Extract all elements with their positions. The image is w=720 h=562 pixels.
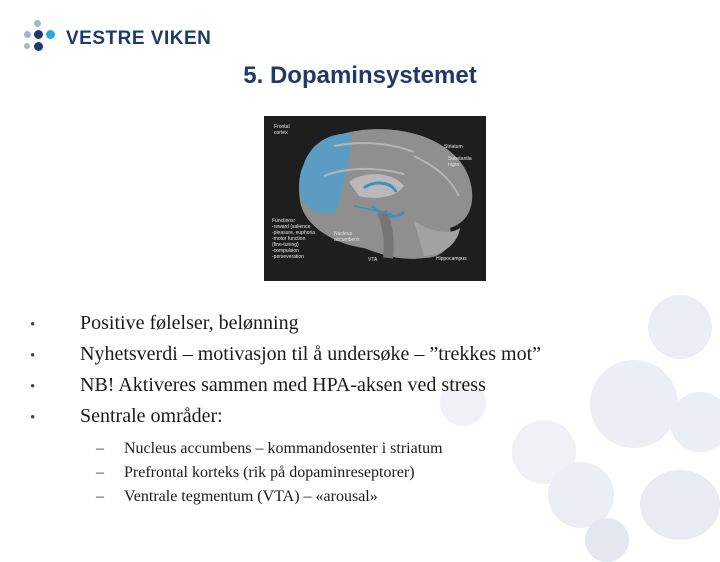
label-functions: Functions: -reward (salience -pleasure, euphoria -motor function (fine-tuning) -compulsion -perseveration: [272, 218, 316, 260]
bullet-text: Sentrale områder:: [80, 405, 223, 427]
label-nucleus-accumbens: Nucleus accumbens: [334, 231, 360, 243]
logo: [20, 20, 211, 58]
bullet-icon: •: [30, 317, 36, 333]
dash-icon: –: [96, 488, 104, 505]
bullet-icon: •: [30, 410, 36, 426]
bullet-icon: •: [30, 379, 36, 395]
dash-icon: –: [96, 464, 104, 481]
bullet-icon: •: [30, 348, 36, 364]
label-frontal-cortex: Frontal cortex: [274, 124, 290, 136]
label-vta: VTA: [368, 257, 378, 263]
bullet-text: NB! Aktiveres sammen med HPA-aksen ved stress: [80, 374, 486, 396]
sub-bullet-list: [96, 437, 708, 509]
bullet-text: Nyhetsverdi – motivasjon til å undersøke – ”trekkes mot”: [80, 343, 542, 365]
logo-text: VESTRE VIKEN: [66, 28, 212, 49]
sub-bullet-text: Ventrale tegmentum (VTA) – «arousal»: [124, 488, 378, 505]
brain-diagram: [264, 116, 486, 281]
label-substantia-nigra: Substantia nigra: [448, 156, 472, 168]
list-item: [28, 402, 708, 433]
sub-list-item: [96, 437, 708, 461]
bullet-text: Positive følelser, belønning: [80, 312, 299, 334]
label-striatum: Striatum: [444, 144, 463, 150]
list-item: [28, 309, 708, 340]
sub-list-item: [96, 461, 708, 485]
label-hippocampus: Hippocampus: [436, 256, 467, 262]
bullet-list: [28, 309, 708, 509]
sub-bullet-text: Nucleus accumbens – kommandosenter i striatum: [124, 440, 443, 457]
decor-circle: [585, 518, 629, 562]
logo-dots-icon: [20, 20, 60, 58]
list-item: [28, 340, 708, 371]
sub-bullet-text: Prefrontal korteks (rik på dopaminreseptorer): [124, 464, 415, 481]
dash-icon: –: [96, 440, 104, 457]
sub-list-item: [96, 485, 708, 509]
page-title: 5. Dopaminsystemet: [243, 62, 477, 89]
list-item: [28, 371, 708, 402]
